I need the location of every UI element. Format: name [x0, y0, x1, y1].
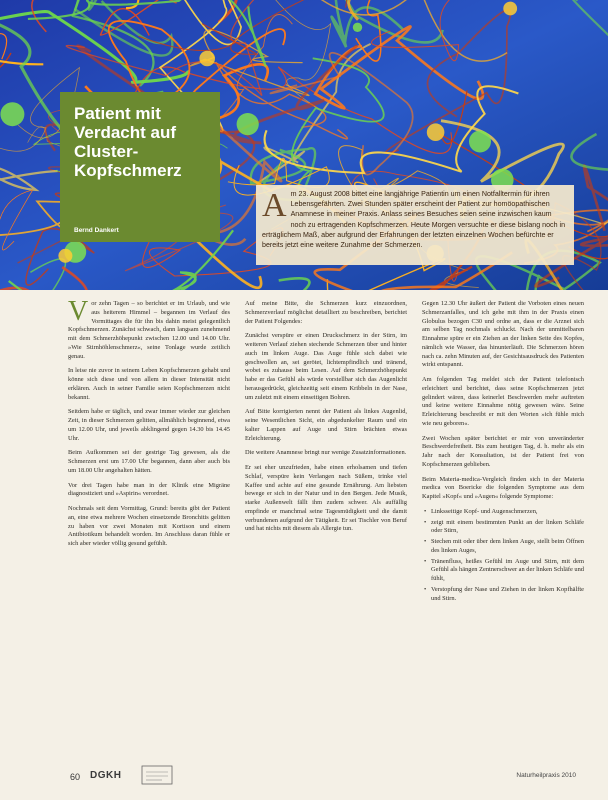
- list-item: • Tränenfluss, heißes Gefühl im Auge und Stirn, mit dem Gefühl als hängen Zentnerschwer an der linken Schläfe und fühlt,: [431, 558, 584, 584]
- neuron-cell: [0, 102, 24, 126]
- neuron-cell: [353, 23, 362, 32]
- paragraph: Beim Aufkommen sei der gestrige Tag gewesen, als die Schmerzen erst um 17.00 Uhr begannen, dann aber auch bis um 18.00 Uhr angehalten hätten.: [68, 449, 230, 474]
- paragraph: Beim Materia-medica-Vergleich finden sich in der Materia medica von Boericke die folgenden Symptome aus dem Kapitel »Kopf« und »Augen« folgende Symptome:: [422, 475, 584, 500]
- journal-name: Naturheilpraxis 2010: [516, 772, 576, 779]
- lead-text: m 23. August 2008 bittet eine langjährige Patientin um einen Notfalltermin für ihren Lebensgefährten. Zwei Stunden später erscheint der Patient zur homöopathischen Anamnese in meiner Praxis. Anlass seines Besuches seien seine inzwischen kaum noch zu ertragenden Kopfschmerzen. Heute Morgen versuchte er diese bislang noch in erträglichem Maß, aber aufgrund der Erfahrungen der letzten einzelnen Wochen befürchte er bereits jetzt eine weitere Zunahme der Schmerzen.: [262, 190, 566, 250]
- paragraph: Seitdem habe er täglich, und zwar immer wieder zur gleichen Zeit, in dieser Schmerzen gelitten, allmählich beginnend, etwa um 12.00 Uhr, und jeweils abklingend gegen 14.30 bis 14.45 Uhr.: [68, 408, 230, 442]
- neuron-cell: [237, 113, 259, 135]
- paragraph: In leise nie zuvor in seinem Leben Kopfschmerzen gehabt und könne sich diese und von allem in dieser Intensität nicht erklären. Auch in seiner Familie seien Kopfschmerzen nicht bekannt.: [68, 367, 230, 401]
- paragraph: Auf meine Bitte, die Schmerzen kurz einzuordnen, Schmerzverlauf möglichst detailliert zu beschreiben, berichtet der Patient Folgendes:: [245, 300, 407, 325]
- paragraph: or zehn Tagen – so berichtet er im Urlaub, und wie aus heiterem Himmel – begannen im Verlauf des Vormittages die für ihn bis dahin meist gelegentlich Kopfschmerzen. Zunächst schwach, dann langsam zunehmend mit dem Schmerzhöhepunkt zwischen 12.00 und 14.00 Uhr. »Wie Stirnhöhlenschmerz«, seine Tonlage wurde zeitlich genau.: [68, 300, 230, 360]
- list-item: • Linksseitige Kopf- und Augenschmerzen,: [431, 508, 584, 517]
- lead-paragraph-box: [256, 185, 574, 265]
- neuron-cell: [469, 131, 491, 153]
- neuron-cell: [503, 2, 517, 16]
- neuron-cell: [427, 123, 445, 141]
- neuron-cell: [58, 249, 72, 263]
- author-name: Bernd Dankert: [74, 227, 119, 234]
- seal-icon: [140, 764, 174, 786]
- paragraph: Zunächst verspüre er einen Druckschmerz in der Stirn, im weiteren Verlauf ziehen stechende Schmerzen über und hinter auch im linken Auge. Das Auge fühle sich dabei wie geschwollen an, sei gerötet, lichtempfindlich und tränend, wobei es zuhause beim Lesen. Auf dem Schmerzhöhepunkt habe er das Gefühl als würde vorstellbar sich das Augenlicht herausgedrückt, gleichzeitig seit einem Kribbeln in der Nase, um zuletzt mit einem einseitigen Bohren.: [245, 332, 407, 401]
- list-item: • zeigt mit einem bestimmten Punkt an der linken Schläfe oder Stirn,: [431, 519, 584, 537]
- article-columns: [68, 296, 584, 740]
- symptom-list: [422, 508, 584, 604]
- page-number: 60: [70, 772, 81, 782]
- paragraph: Er sei eher unzufrieden, habe einen erholsamen und tiefen Schlaf, verspüre kein Verlangen nach Süßem, trinke viel Kaffee und achte auf eine gesunde Ernährung. Am liebsten bewege er sich in der Natur und in den Bergen. Jede Musik, starke Außenwelt fällt ihm zudem schwer. Als auffällig empfinde er manchmal seine Tagesmüdigkeit und die damit verbundenen aufgrund der Tätigkeit. Er sei Tischler von Beruf und hat nichts mit diesem als Allergie tun.: [245, 464, 407, 533]
- paragraph: Gegen 12.30 Uhr äußert der Patient die Vorboten eines neuen Schmerzanfalles, und ich gehe mit ihm in der Praxis einen Globulus bezogen C30 und ordne an, dass er die Arznei sich am selben Tag nochmals schluckt. Nach der unmittelbaren Einnahme spüre er ein Ziehen an der linken Seite des Kopfes, nämlich wie Wasser, das hinunterläuft. Die Schmerzen hören nach ca. zehn Minuten auf, der Gesichtsausdruck des Patienten wirkt entspannt.: [422, 300, 584, 369]
- article-title: Patient mit Verdacht auf Cluster-Kopfschmerz: [74, 104, 182, 180]
- paragraph: Nochmals seit dem Vormittag, Grund: bereits gibt der Patient an, eine etwa mehrere Wochen einsetzende Bronchitis gelitten zu haben vor zwei Monaten mit Kortison und einem Antibiotikum behandelt worden. Im Anschluss daran fühle er sich aber wieder völlig gesund gefühlt.: [68, 505, 230, 547]
- neuron-cell: [199, 51, 215, 67]
- paragraph: Die weitere Anamnese bringt nur wenige Zusatzinformationen.: [245, 449, 407, 457]
- list-item: • Verstopfung der Nase und Ziehen in der linken Kopfhälfte und Stirn.: [431, 586, 584, 604]
- column-1: [68, 296, 230, 740]
- brand-logo: DGKH: [90, 770, 122, 781]
- paragraph: Auf Bitte korrigierten nennt der Patient als linkes Augenlid, seine Wesentlichen Sicht, ein abgedunkelter Raum und ein kalter Lappen auf Auge und Stirn brächten etwas Erleichterung.: [245, 408, 407, 442]
- body-dropcap: V: [68, 296, 89, 327]
- column-3: [422, 300, 584, 740]
- lead-dropcap: A: [262, 187, 287, 224]
- paragraph: Zwei Wochen später berichtet er mir von unveränderter Beschwerdefreiheit. Bis zum heutigen Tag, d. h. mehr als ein Jahr nach der Konsultation, ist der Patient frei von Kopfschmerzen geblieben.: [422, 434, 584, 468]
- column-2: [245, 300, 407, 740]
- paragraph: Am folgenden Tag meldet sich der Patient telefonisch erleichtert und berichtet, dass seine Kopfschmerzen jetzt gelindert wären, dass keinerlei Beschwerden mehr auftreten und keine weitere Einnahme nötig gewesen wäre. Seine Erleichterung beschreibt er mit den Worten »ich fühle mich wie neu geboren«.: [422, 376, 584, 427]
- article-title-box: [60, 92, 220, 242]
- paragraph: Vor drei Tagen habe man in der Klinik eine Migräne diagnostiziert und »Aspirin« verordnet.: [68, 481, 230, 498]
- list-item: • Stechen mit oder über dem linken Auge, stellt beim Öffnen des linken Auges,: [431, 538, 584, 556]
